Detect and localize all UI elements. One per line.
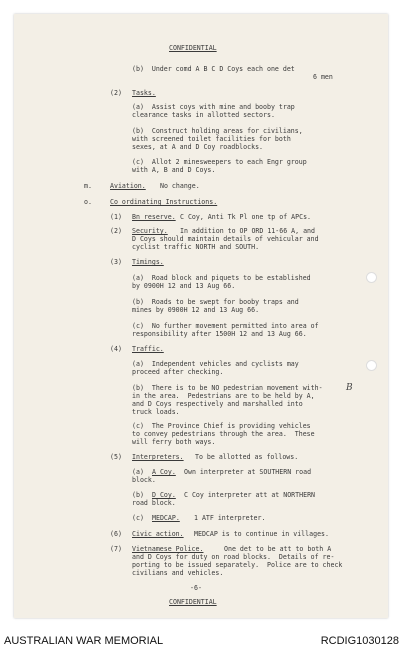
line: (c) The Province Chief is providing vehicles [132,422,311,430]
para-number: (2) [110,227,122,235]
para-number: (2) [110,89,122,97]
line: (b) There is to be NO pedestrian movement with- [132,384,323,392]
line: responsibility after 1500H 12 and 13 Aug 66. [132,330,307,338]
line: 1 ATF interpreter. [194,514,266,522]
para-number: (3) [110,258,122,266]
line: with screened toilet facilities for both [132,135,291,143]
sub-letter: (a) [132,468,144,476]
line: clearance tasks in allotted sectors. [132,111,275,119]
document-page [14,14,388,618]
header-classification: CONFIDENTIAL [169,44,217,52]
line: C Coy interpreter att at NORTHERN [184,491,316,499]
sub-letter: (b) [132,491,144,499]
line: (a) Road block and piquets to be established [132,274,311,282]
para-number: (4) [110,345,122,353]
sub-title: MEDCAP. [152,514,180,522]
footer-classification: CONFIDENTIAL [169,598,217,606]
line: proceed after checking. [132,368,224,376]
line: mines by 0900H 12 and 13 Aug 66. [132,306,260,314]
para-number: (1) [110,213,122,221]
para-title: Co ordinating Instructions. [110,198,218,206]
line: D Coys should maintain details of vehicular and [132,235,319,243]
line: (c) Allot 2 minesweepers to each Engr group [132,158,307,166]
archive-caption-bar [0,631,405,653]
line: In addition to OP ORD 11-66 A, and [180,227,315,235]
archive-name: AUSTRALIAN WAR MEMORIAL [4,635,164,647]
line: by 0900H 12 and 13 Aug 66. [132,282,236,290]
line: cyclist traffic NORTH and SOUTH. [132,243,260,251]
para-title: Bn reserve. [132,213,176,221]
sub-letter: (c) [132,514,144,522]
para-title: Traffic. [132,345,164,353]
line: Own interpreter at SOUTHERN road [184,468,312,476]
line: sexes, at A and D Coy roadblocks. [132,143,264,151]
line: block. [132,476,156,484]
sub-title: A Coy. [152,468,176,476]
para-title: Interpreters. [132,453,184,461]
line: civilians and vehicles. [132,569,224,577]
para-title: Civic action. [132,530,184,538]
para-number: (7) [110,545,122,553]
line: MEDCAP is to continue in villages. [194,530,329,538]
para-title: Timings. [132,258,164,266]
line: and D Coys respectively and marshalled into [132,400,303,408]
line: (b) Under comd A B C D Coys each one det [132,65,295,73]
handwritten-letter: B [346,383,353,393]
page-number: -6- [190,584,202,592]
sub-title: D Coy. [152,491,176,499]
line: and D Coys for duty on road blocks. Details of re- [132,553,335,561]
line: (a) Independent vehicles and cyclists may [132,360,299,368]
para-title: Aviation. [110,182,146,190]
para-title: Vietnamese Police. [132,545,204,553]
line: in the area. Pedestrians are to be held by A, [132,392,315,400]
line: (c) No further movement permitted into area of [132,322,319,330]
para-letter: o. [84,198,92,206]
para-number: (5) [110,453,122,461]
line: (b) Roads to be swept for booby traps and [132,298,299,306]
line: (a) Assist coys with mine and booby trap [132,103,295,111]
line: (b) Construct holding areas for civilians, [132,127,303,135]
line: with A, B and D Coys. [132,166,216,174]
document-text [14,14,388,618]
line: One det to be att to both A [224,545,332,553]
archive-record-id: RCDIG1030128 [320,635,399,647]
line: To be allotted as follows. [195,453,299,461]
line: will ferry both ways. [132,438,216,446]
para-title: Security. [132,227,168,235]
para-letter: m. [84,182,92,190]
line: porting to be issued separately. Police are to check [132,561,343,569]
para-number: (6) [110,530,122,538]
line: road block. [132,499,176,507]
line: C Coy, Anti Tk Pl one tp of APCs. [180,213,312,221]
para-title: Tasks. [132,89,156,97]
line: truck loads. [132,408,180,416]
line: No change. [160,182,200,190]
line: 6 men [313,73,333,81]
line: to convey pedestrians through the area. These [132,430,315,438]
